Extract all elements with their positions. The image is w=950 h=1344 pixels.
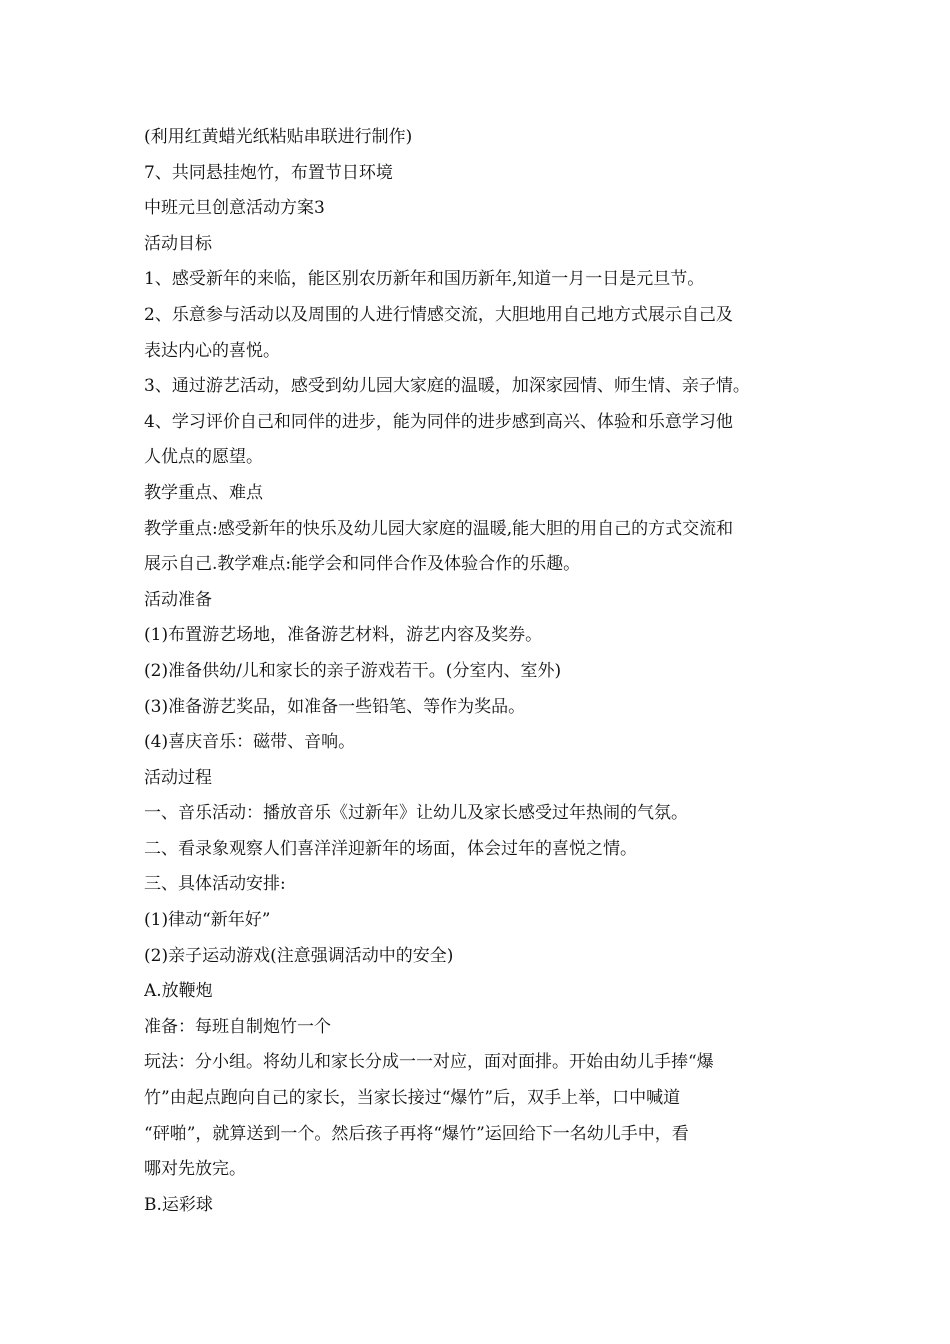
text-line: 三、具体活动安排: [144, 874, 286, 895]
text-line: (2)亲子运动游戏(注意强调活动中的安全) [144, 945, 454, 966]
text-line: 一、音乐活动：播放音乐《过新年》让幼儿及家长感受过年热闹的气氛。 [144, 803, 688, 824]
text-line: 二、看录象观察人们喜洋洋迎新年的场面，体会过年的喜悦之情。 [144, 838, 637, 859]
text-line: 玩法：分小组。将幼儿和家长分成一一对应，面对面排。开始由幼儿手捧“爆 [144, 1052, 714, 1073]
section-heading: 教学重点、难点 [144, 482, 263, 503]
text-line: 2、乐意参与活动以及周围的人进行情感交流，大胆地用自己地方式展示自己及 [144, 304, 733, 325]
text-line: (1)律动“新年好” [144, 910, 271, 931]
text-line: 竹”由起点跑向自己的家长，当家长接过“爆竹”后，双手上举，口中喊道 [144, 1088, 681, 1109]
text-line: “砰啪”，就算送到一个。然后孩子再将“爆竹”运回给下一名幼儿手中，看 [144, 1123, 689, 1144]
text-line: 4、学习评价自己和同伴的进步，能为同伴的进步感到高兴、体验和乐意学习他 [144, 411, 733, 432]
text-line: (3)准备游艺奖品，如准备一些铅笔、等作为奖品。 [144, 696, 526, 717]
text-line: 3、通过游艺活动，感受到幼儿园大家庭的温暖，加深家园情、师生情、亲子情。 [144, 376, 750, 397]
text-line: (利用红黄蜡光纸粘贴串联进行制作) [144, 127, 413, 147]
section-heading: 活动准备 [144, 589, 212, 610]
text-line: B.运彩球 [144, 1194, 213, 1215]
section-heading: 活动过程 [144, 767, 212, 788]
text-line: A.放鞭炮 [144, 981, 213, 1002]
text-line: 表达内心的喜悦。 [144, 340, 280, 361]
section-heading: 活动目标 [144, 233, 212, 254]
text-line: (1)布置游艺场地，准备游艺材料，游艺内容及奖券。 [144, 625, 543, 646]
text-line: 哪对先放完。 [144, 1159, 246, 1180]
text-line: 人优点的愿望。 [144, 447, 263, 468]
text-line: 展示自己.教学难点:能学会和同伴合作及体验合作的乐趣。 [144, 554, 581, 575]
text-line: 7、共同悬挂炮竹，布置节日环境 [144, 162, 393, 183]
document-body [144, 120, 824, 1223]
section-title: 中班元旦创意活动方案3 [144, 198, 325, 219]
text-line: (4)喜庆音乐：磁带、音响。 [144, 732, 356, 753]
text-line: 教学重点:感受新年的快乐及幼儿园大家庭的温暖,能大胆的用自己的方式交流和 [144, 518, 734, 539]
text-line: (2)准备供幼/儿和家长的亲子游戏若干。(分室内、室外) [144, 660, 562, 681]
text-line: 准备：每班自制炮竹一个 [144, 1016, 331, 1037]
text-line: 1、感受新年的来临，能区别农历新年和国历新年,知道一月一日是元旦节。 [144, 269, 705, 290]
